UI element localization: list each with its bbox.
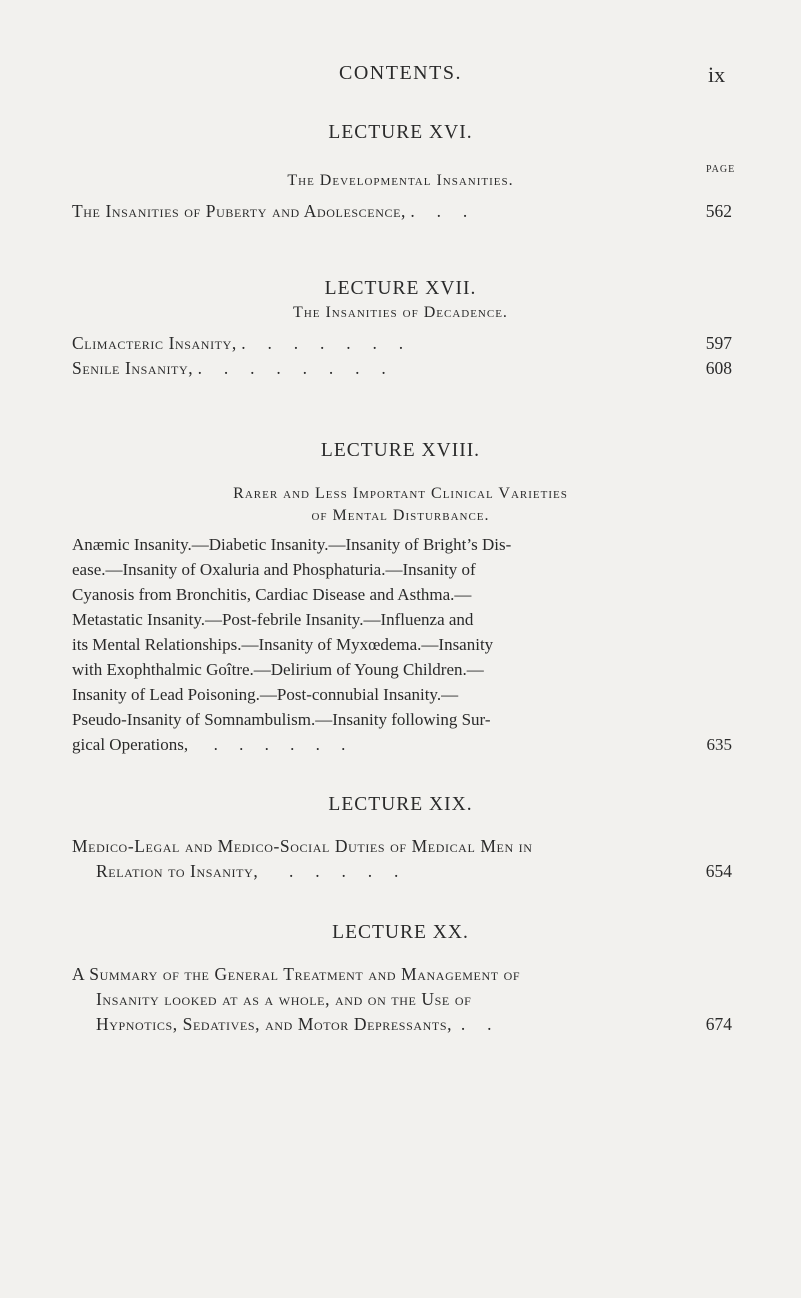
lecture-heading: LECTURE XVIII. [320,440,481,461]
contents-line: ease.—Insanity of Oxaluria and Phosphaturia.—Insanity of [72,560,476,579]
lecture-subtitle: Rarer and Less Important Clinical Varieties [233,485,568,502]
toc-entry: Climacteric Insanity, . . . . . . . 597 [72,331,732,356]
toc-entry: The Insanities of Puberty and Adolescence, . . . 562 [72,199,732,224]
lecture-subtitle: of Mental Disturbance. [311,507,490,524]
toc-entry: Medico-Legal and Medico-Social Duties of Medical Men in [72,836,533,856]
contents-line: Insanity of Lead Poisoning.—Post-connubial Insanity.— [72,685,459,704]
lecture-heading: LECTURE XVII. [324,278,477,299]
toc-entry: Relation to Insanity, . . . . . 654 [72,859,732,884]
toc-entry: Hypnotics, Sedatives, and Motor Depressants, . . 674 [72,1012,732,1037]
page-reference: 608 [705,358,732,378]
page-reference: 562 [705,201,732,221]
lecture-subtitle: The Insanities of Decadence. [293,304,508,321]
contents-line: Pseudo-Insanity of Somnambulism.—Insanity following Sur- [72,710,491,729]
lecture-subtitle: The Developmental Insanities. [287,172,514,189]
page-column-label: PAGE [706,164,736,175]
toc-entry: A Summary of the General Treatment and Management of [72,964,521,984]
page-reference: 635 [706,735,732,754]
contents-line: Cyanosis from Bronchitis, Cardiac Disease and Asthma.— [72,585,472,604]
running-title: CONTENTS. [339,62,462,84]
toc-entry: gical Operations, . . . . . . 635 [72,732,732,757]
page-reference: 674 [705,1014,732,1034]
page-number: ix [708,62,726,87]
contents-line: its Mental Relationships.—Insanity of Myxœdema.—Insanity [72,635,494,654]
lecture-heading: LECTURE XIX. [328,794,473,815]
contents-line: with Exophthalmic Goître.—Delirium of Young Children.— [72,660,484,679]
running-head [0,62,801,92]
contents-line: Anæmic Insanity.—Diabetic Insanity.—Insanity of Bright’s Dis- [72,535,512,554]
lecture-heading: LECTURE XVI. [328,122,473,143]
page-reference: 597 [705,333,732,353]
contents-line: Metastatic Insanity.—Post-febrile Insanity.—Influenza and [72,610,474,629]
lecture-heading: LECTURE XX. [332,922,469,943]
page-reference: 654 [705,861,732,881]
toc-entry: Insanity looked at as a whole, and on the Use of [96,989,472,1009]
toc-entry: Senile Insanity, . . . . . . . . 608 [72,356,732,381]
